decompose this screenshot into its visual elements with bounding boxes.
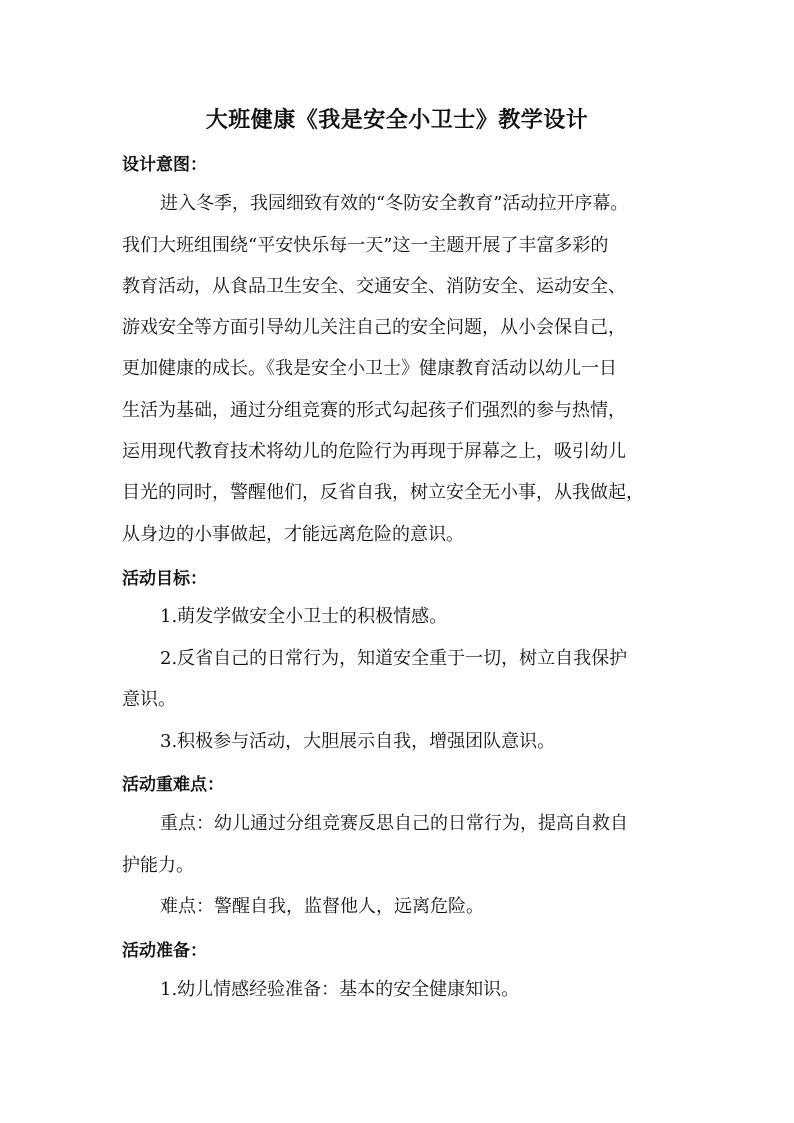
intent-line: 目光的同时，警醒他们，反省自我，树立安全无小事，从我做起， bbox=[122, 482, 644, 503]
goal-line: 1.萌发学做安全小卫士的积极情感。 bbox=[160, 606, 448, 627]
document-title: 大班健康《我是安全小卫士》教学设计 bbox=[205, 108, 589, 133]
intent-line: 我们大班组围绕“平安快乐每一天”这一主题开展了丰富多彩的 bbox=[122, 235, 609, 256]
section-heading-prep: 活动准备： bbox=[122, 941, 207, 961]
section-heading-keypoints: 活动重难点： bbox=[122, 775, 224, 795]
section-heading-goals: 活动目标： bbox=[122, 569, 207, 589]
goal-line: 3.积极参与活动，大胆展示自我，增强团队意识。 bbox=[160, 731, 556, 752]
keypoint-line: 护能力。 bbox=[122, 855, 194, 876]
intent-line: 从身边的小事做起，才能远离危险的意识。 bbox=[122, 524, 464, 545]
keypoint-line: 难点：警醒自我，监督他人，远离危险。 bbox=[160, 896, 484, 917]
goal-line: 2.反省自己的日常行为，知道安全重于一切，树立自我保护 bbox=[160, 648, 628, 669]
keypoint-line: 重点：幼儿通过分组竞赛反思自己的日常行为，提高自救自 bbox=[160, 813, 628, 834]
intent-line: 运用现代教育技术将幼儿的危险行为再现于屏幕之上，吸引幼儿 bbox=[122, 441, 626, 462]
intent-line: 生活为基础，通过分组竞赛的形式勾起孩子们强烈的参与热情， bbox=[122, 400, 626, 421]
intent-line: 游戏安全等方面引导幼儿关注自己的安全问题，从小会保自己， bbox=[122, 317, 626, 338]
intent-line: 教育活动，从食品卫生安全、交通安全、消防安全、运动安全、 bbox=[122, 276, 626, 297]
intent-line: 进入冬季，我园细致有效的“冬防安全教育”活动拉开序幕。 bbox=[160, 193, 629, 214]
intent-line: 更加健康的成长。《我是安全小卫士》健康教育活动以幼儿一日 bbox=[122, 358, 617, 379]
goal-line: 意识。 bbox=[122, 689, 176, 710]
prep-line: 1.幼儿情感经验准备：基本的安全健康知识。 bbox=[160, 979, 520, 1000]
section-heading-intent: 设计意图： bbox=[122, 155, 207, 175]
